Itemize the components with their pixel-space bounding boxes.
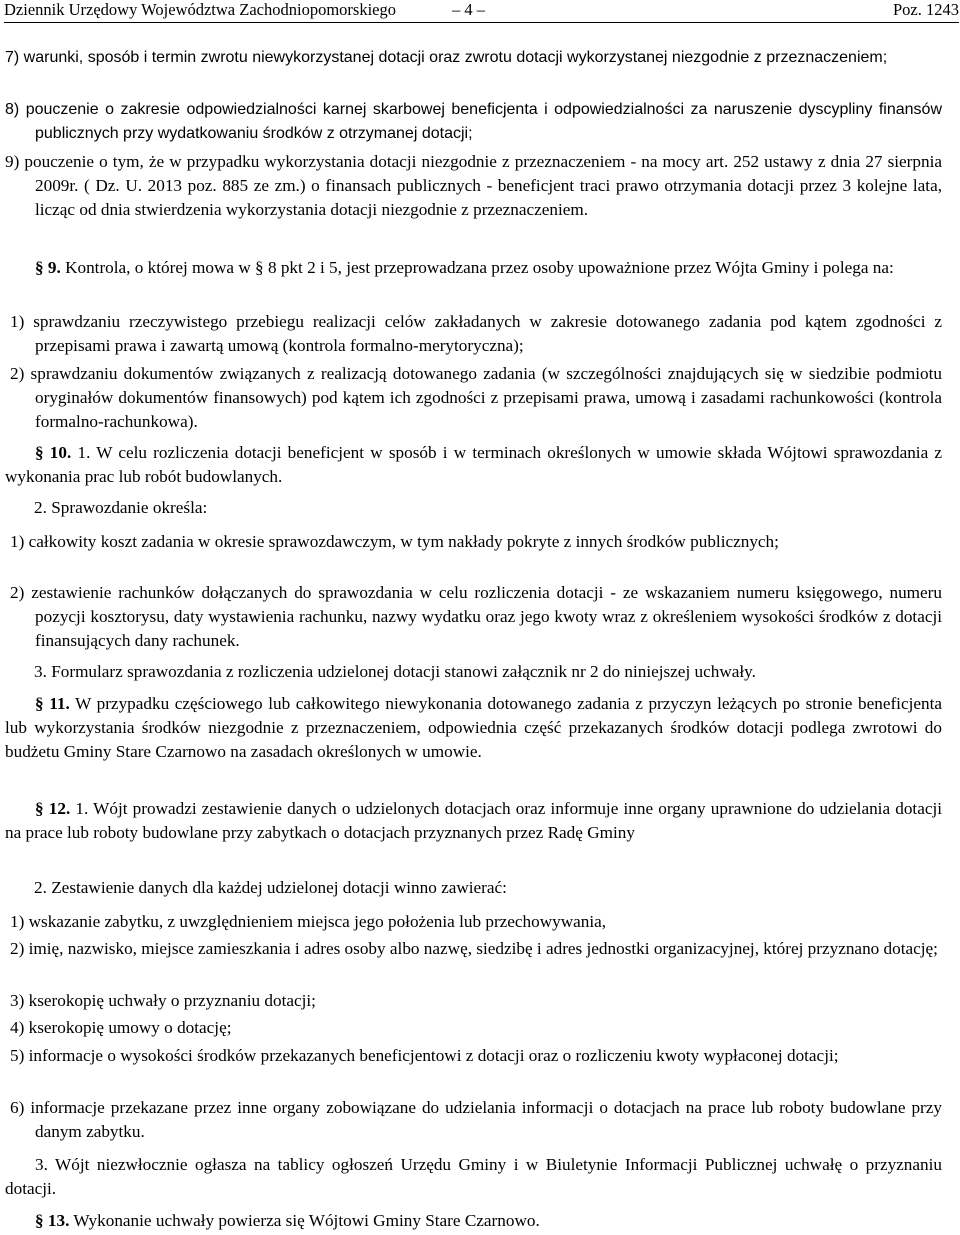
section-12: [5, 797, 942, 845]
section-10-number: § 10.: [35, 443, 72, 462]
item-8: 8) pouczenie o zakresie odpowiedzialności karnej skarbowej beneficjenta i odpowiedzialności za naruszenie dyscypliny finansów publicznych przy wydatkowaniu środków z otrzymanej dotacji;: [5, 101, 942, 143]
section-9-text: Kontrola, o której mowa w § 8 pkt 2 i 5, jest przeprowadzana przez osoby upoważnione przez Wójta Gminy i polega na:: [60, 258, 894, 277]
position-number: Poz. 1243: [893, 0, 959, 19]
section-11-text: W przypadku częściowego lub całkowitego niewykonania dotowanego zadania z przyczyn leżących po stronie beneficjenta lub wykorzystania środków niezgodnie z przeznaczeniem, odpowiednia część przekazanych środków dotacji podlega zwrotowi do budżetu Gminy Stare Czarnowo na zasadach określonych w umowie.: [5, 694, 942, 762]
section-12-number: § 12.: [35, 799, 71, 818]
item-7: 7) warunki, sposób i termin zwrotu niewykorzystanej dotacji oraz zwrotu dotacji wykorzystanej niezgodnie z przeznaczeniem;: [5, 49, 888, 66]
section-13: [5, 1209, 942, 1233]
section-10-par-2-point-2: 2) zestawienie rachunków dołączanych do sprawozdania w celu rozliczenia dotacji - ze wskazaniem numeru księgowego, numeru pozycji kosztorysu, daty wystawienia rachunku, nazwy wydatku oraz jego kwoty wraz z określeniem wysokości środków z dotacji finansujących dany rachunek.: [10, 583, 942, 651]
section-12-par-2-point-3: 3) kserokopię uchwały o przyznaniu dotacji;: [10, 991, 316, 1010]
section-11-number: § 11.: [35, 694, 70, 713]
page-number: – 4 –: [452, 0, 485, 19]
page-header: [4, 0, 959, 23]
item-9: 9) pouczenie o tym, że w przypadku wykorzystania dotacji niezgodnie z przeznaczeniem - na mocy art. 252 ustawy z dnia 27 sierpnia 2009r. ( Dz. U. 2013 poz. 885 ze zm.) o finansach publicznych - beneficjent traci prawo otrzymania dotacji przez 3 kolejne lata, licząc od dnia stwierdzenia wykorzystania dotacji niezgodnie z przeznaczeniem.: [5, 152, 942, 220]
journal-title: Dziennik Urzędowy Województwa Zachodniopomorskiego: [4, 0, 396, 19]
section-10: [5, 441, 942, 489]
section-10-par-2: 2. Sprawozdanie określa:: [34, 498, 208, 517]
section-9: [5, 256, 942, 280]
section-9-point-2: 2) sprawdzaniu dokumentów związanych z realizacją dotowanego zadania (w szczególności znajdujących się w siedzibie podmiotu oryginałów dokumentów finansowych) pod kątem ich zgodności z przepisami prawa, umową i zasadami rachunkowości (kontrola formalno-rachunkowa).: [10, 364, 942, 432]
section-12-text: 1. Wójt prowadzi zestawienie danych o udzielonych dotacjach oraz informuje inne organy uprawnione do udzielania dotacji na prace lub roboty budowlane przy zabytkach o dotacjach przyznanych przez Radę Gminy: [5, 799, 943, 843]
section-11: [5, 692, 942, 765]
section-12-par-2-point-4: 4) kserokopię umowy o dotację;: [10, 1018, 232, 1037]
section-10-par-2-point-1: 1) całkowity koszt zadania w okresie sprawozdawczym, w tym nakłady pokryte z innych środków publicznych;: [10, 532, 779, 551]
section-12-par-2-point-6: 6) informacje przekazane przez inne organy zobowiązane do udzielania informacji o dotacjach na prace lub roboty budowlane przy danym zabytku.: [10, 1098, 942, 1142]
section-10-text: 1. W celu rozliczenia dotacji beneficjent w sposób i w terminach określonych w umowie składa Wójtowi sprawozdania z wykonania prac lub robót budowlanych.: [5, 443, 943, 487]
section-12-par-3: 3. Wójt niezwłocznie ogłasza na tablicy ogłoszeń Urzędu Gminy i w Biuletynie Informacji Publicznej uchwałę o przyznaniu dotacji.: [5, 1155, 942, 1199]
section-9-number: § 9.: [35, 258, 61, 277]
section-12-par-2-point-1: 1) wskazanie zabytku, z uwzględnieniem miejsca jego położenia lub przechowywania,: [10, 912, 607, 931]
section-13-text: Wykonanie uchwały powierza się Wójtowi Gminy Stare Czarnowo.: [69, 1211, 540, 1230]
section-12-par-2-point-5: 5) informacje o wysokości środków przekazanych beneficjentowi z dotacji oraz o rozliczeniu kwoty wypłaconej dotacji;: [10, 1046, 839, 1065]
section-13-number: § 13.: [35, 1211, 70, 1230]
section-12-par-2-point-2: 2) imię, nazwisko, miejsce zamieszkania i adres osoby albo nazwę, siedzibę i adres jednostki organizacyjnej, której przyznano dotację;: [10, 939, 938, 958]
section-10-par-3: 3. Formularz sprawozdania z rozliczenia udzielonej dotacji stanowi załącznik nr 2 do niniejszej uchwały.: [34, 662, 756, 681]
section-12-par-2: 2. Zestawienie danych dla każdej udzielonej dotacji winno zawierać:: [34, 878, 507, 897]
section-9-point-1: 1) sprawdzaniu rzeczywistego przebiegu realizacji celów zakładanych w zakresie dotowanego zadania pod kątem zgodności z przepisami prawa i zawartą umową (kontrola formalno-merytoryczna);: [10, 312, 942, 356]
